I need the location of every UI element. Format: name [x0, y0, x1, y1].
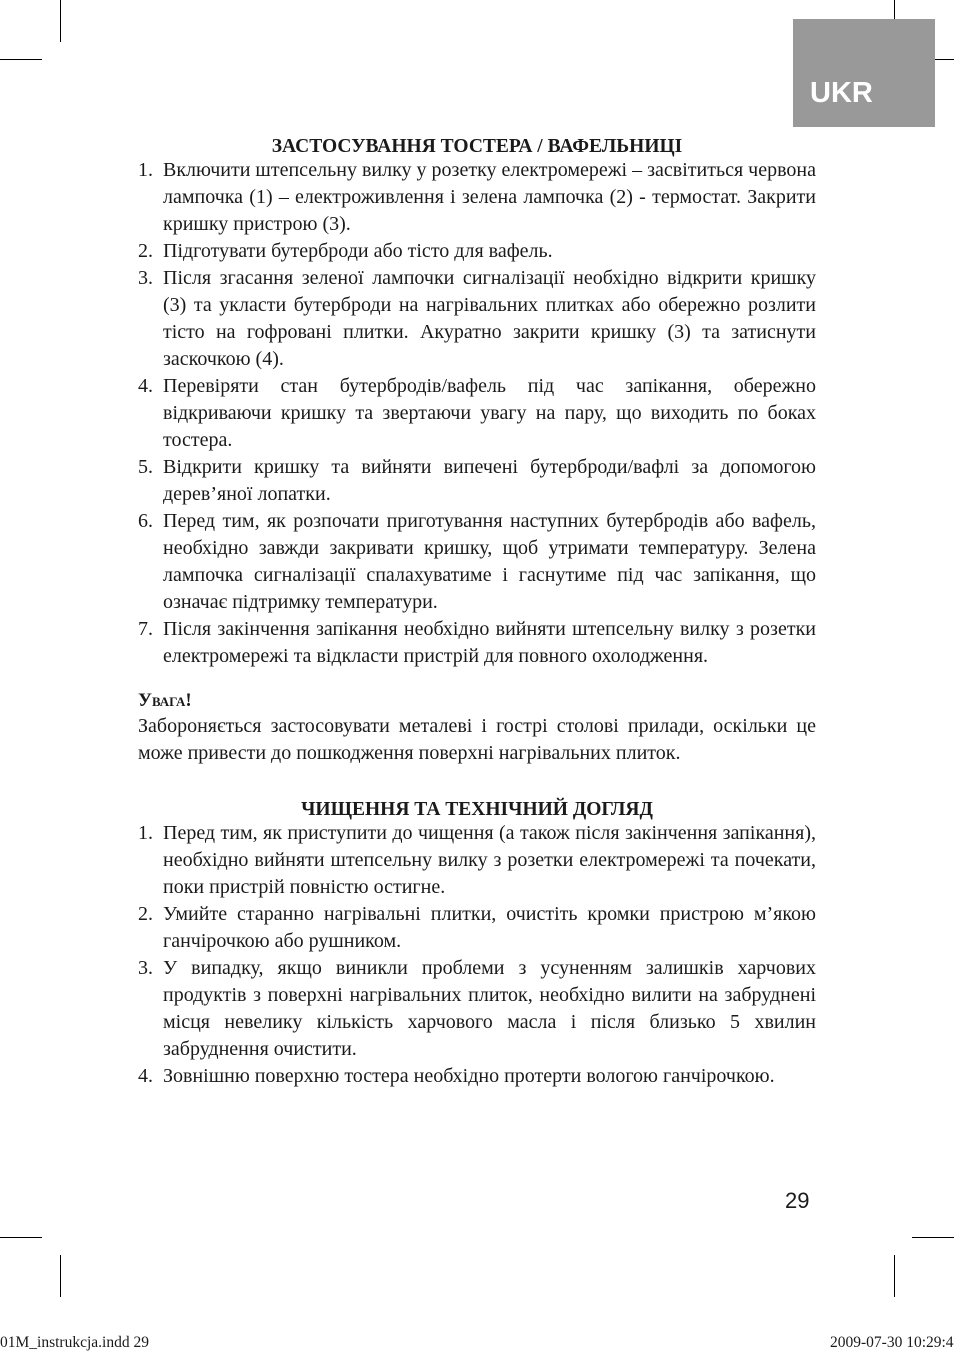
- crop-mark: [0, 1237, 42, 1238]
- file-slug: 01M_instrukcja.indd 29: [0, 1334, 149, 1351]
- list-item: 2. Умийте старанно нагрівальні плитки, очистіть кромки пристрою м’якою ганчірочкою або рушником.: [138, 903, 816, 952]
- list-item: 7. Після закінчення запікання необхідно вийняти штепсельну вилку з розетки електромережі та відкласти пристрій для повного охолодження.: [138, 618, 816, 667]
- crop-mark: [60, 1255, 61, 1297]
- list-item: 3. У випадку, якщо виникли проблеми з усуненням залишків харчових продуктів з поверхні нагрівальних плиток, необхідно вилити на забруднені місця невелику кількість харчового масла і після близько 5 хвилин забруднення очистити.: [138, 957, 816, 1060]
- list-item: 4. Зовнішню поверхню тостера необхідно протерти вологою ганчірочкою.: [138, 1065, 775, 1087]
- page-number: 29: [785, 1188, 810, 1213]
- list-item: 6. Перед тим, як розпочати приготування наступних бутербродів або вафель, необхідно завжди закривати кришку, щоб утримати температуру. Зелена лампочка сигналізації спалахуватиме і гаснутиме під час запікання, що означає підтримку температури.: [138, 510, 816, 613]
- crop-mark: [912, 1237, 954, 1238]
- section-title-usage: ЗАСТОСУВАННЯ ТОСТЕРА / ВАФЕЛЬНИЦІ: [271, 136, 683, 157]
- list-item: 1. Включити штепсельну вилку у розетку електромережі – засвітиться червона лампочка (1) – електроживлення і зелена лампочка (2) - термостат. Закрити кришку пристрою (3).: [138, 159, 816, 235]
- list-item: 5. Відкрити кришку та вийняти випечені бутерброди/вафлі за допомогою дерев’яної лопатки.: [138, 456, 816, 505]
- crop-mark: [894, 1255, 895, 1297]
- date-slug: 2009-07-30 10:29:4: [830, 1334, 954, 1351]
- list-item: 2. Підготувати бутерброди або тісто для вафель.: [138, 240, 553, 262]
- crop-mark: [0, 59, 42, 60]
- list-item: 4. Перевіряти стан бутербродів/вафель під час запікання, обережно відкриваючи кришку та звертаючи увагу на пару, що виходить по боках тостера.: [138, 375, 816, 451]
- usage-steps: [138, 157, 816, 670]
- crop-mark: [60, 0, 61, 42]
- warning-title: Увага!: [138, 690, 192, 711]
- language-tab: UKR: [793, 19, 935, 127]
- page-content: [138, 130, 816, 1090]
- list-item: 3. Після згасання зеленої лампочки сигналізації необхідно відкрити кришку (3) та укласти бутерброди на нагрівальних плитках або обережно розлити тісто на гофровані плитки. Акуратно закрити кришку (3) та затиснути заскочкою (4).: [138, 267, 816, 370]
- cleaning-steps: [138, 820, 816, 1090]
- list-item: 1. Перед тим, як приступити до чищення (а також після закінчення запікання), необхідно вийняти штепсельну вилку з розетки електромережі та почекати, поки пристрій повністю остигне.: [138, 822, 816, 898]
- warning-text: Забороняється застосовувати металеві і гострі столові прилади, оскільки це може привести до пошкодження поверхні нагрівальних плиток.: [138, 715, 816, 764]
- section-title-cleaning: ЧИЩЕННЯ ТА ТЕХНІЧНИЙ ДОГЛЯД: [301, 799, 653, 820]
